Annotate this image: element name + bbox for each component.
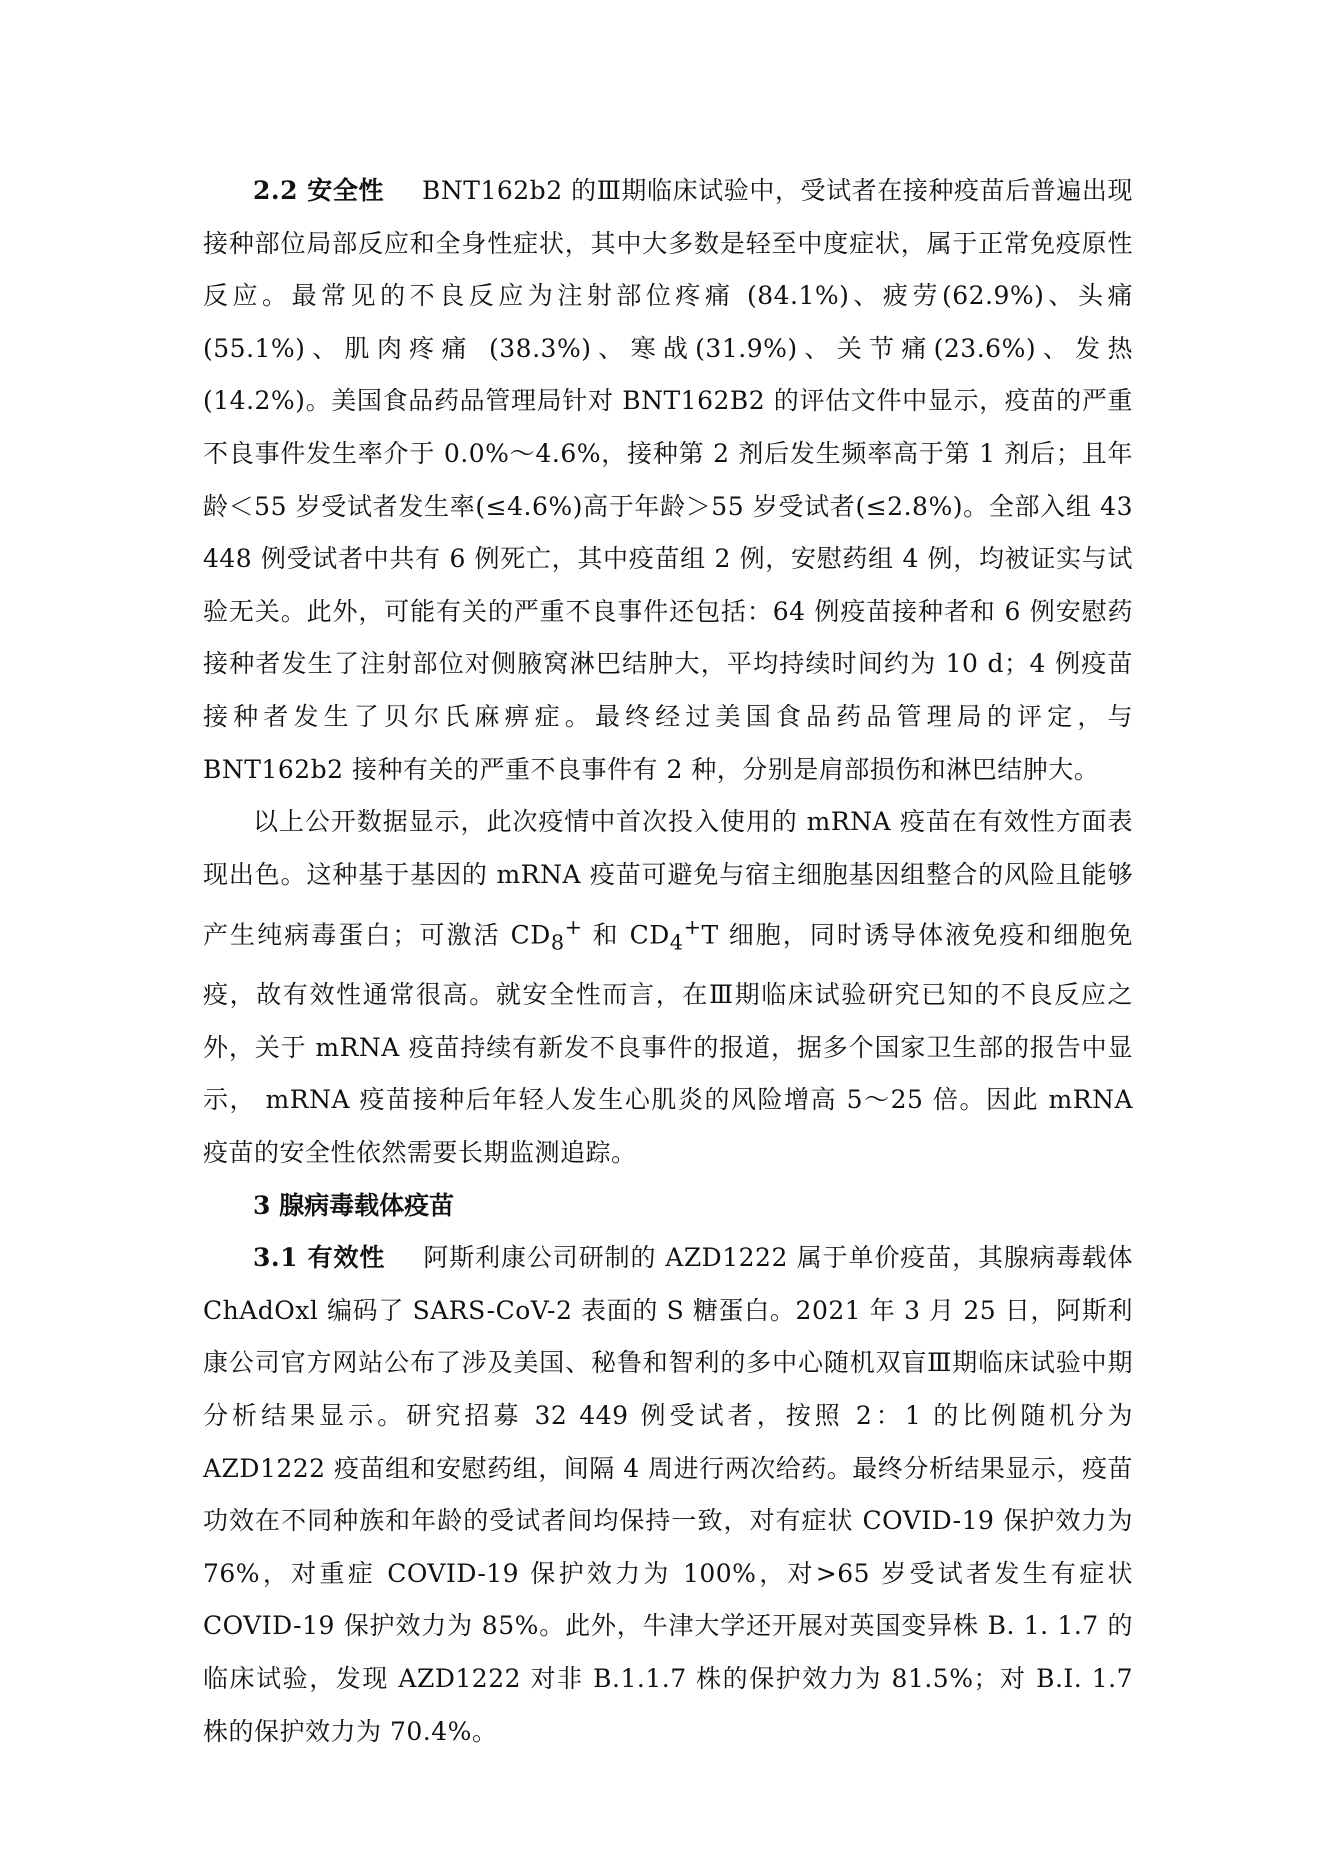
section-3-1-paragraph [203,1232,1133,1758]
section-2-2-heading: 2.2 安全性 [253,176,385,205]
document-body [203,165,1133,1758]
summary-text-part3: T 细胞，同时诱导体液免疫和细胞免疫，故有效性通常很高。就安全性而言，在Ⅲ期临床试验研究已知的不良反应之外，关于 mRNA 疫苗持续有新发不良事件的报道，据多个国家卫生部的报告中显示， mRNA 疫苗接种后年轻人发生心肌炎的风险增高 5～25 倍。因此 mRNA 疫苗的安全性依然需要长期监测追踪。 [203,920,1134,1168]
section-2-2-paragraph [203,165,1133,796]
section-3-1-heading: 3.1 有效性 [253,1243,386,1273]
cd8-subscript: 8 [550,930,565,955]
cd4-subscript: 4 [669,930,684,955]
section-2-2-text: BNT162b2 的Ⅲ期临床试验中，受试者在接种疫苗后普遍出现接种部位局部反应和全身性症状，其中大多数是轻至中度症状，属于正常免疫原性反应。最常见的不良反应为注射部位疼痛 (84.1%)、疲劳(62.9%)、头痛(55.1%)、肌肉疼痛 (38.3%)、寒战(31.9%)、关节痛(23.6%)、发热 (14.2%)。美国食品药品管理局针对 BNT162B2 的评估文件中显示，疫苗的严重不良事件发生率介于 0.0%～4.6%，接种第 2 剂后发生频率高于第 1 剂后；且年龄＜55 岁受试者发生率(≤4.6%)高于年龄＞55 岁受试者(≤2.8%)。全部入组 43 448 例受试者中共有 6 例死亡，其中疫苗组 2 例，安慰药组 4 例，均被证实与试验无关。此外，可能有关的严重不良事件还包括：64 例疫苗接种者和 6 例安慰药接种者发生了注射部位对侧腋窝淋巴结肿大，平均持续时间约为 10 d；4 例疫苗接种者发生了贝尔氏麻痹症。最终经过美国食品药品管理局的评定，与 BNT162b2 接种有关的严重不良事件有 2 种，分别是肩部损伤和淋巴结肿大。 [203,176,1134,784]
summary-paragraph [203,796,1133,1179]
summary-text-part1: 以上公开数据显示，此次疫情中首次投入使用的 mRNA 疫苗在有效性方面表现出色。这种基于基因的 mRNA 疫苗可避免与宿主细胞基因组整合的风险且能够产生纯病毒蛋白；可激活 CD [203,807,1133,950]
cd4-superscript: + [683,915,702,940]
section-3-heading: 3 腺病毒载体疫苗 [253,1190,455,1220]
cd8-superscript: + [564,915,583,940]
summary-text-part2: 和 CD [582,920,670,950]
section-3-1-text: 阿斯利康公司研制的 AZD1222 属于单价疫苗，其腺病毒载体 ChAdOxl 编码了 SARS-CoV-2 表面的 S 糖蛋白。2021 年 3 月 25 日，阿斯利康公司官方网站公布了涉及美国、秘鲁和智利的多中心随机双盲Ⅲ期临床试验中期分析结果显示。研究招募 32 449 例受试者，按照 2：1 的比例随机分为 AZD1222 疫苗组和安慰药组，间隔 4 周进行两次给药。最终分析结果显示，疫苗功效在不同种族和年龄的受试者间均保持一致，对有症状 COVID-19 保护效力为 76%，对重症 COVID-19 保护效力为 100%，对>65 岁受试者发生有症状 COVID-19 保护效力为 85%。此外，牛津大学还开展对英国变异株 B. 1. 1.7 的临床试验，发现 AZD1222 对非 B.1.1.7 株的保护效力为 81.5%；对 B.I. 1.7 株的保护效力为 70.4%。 [203,1243,1133,1746]
